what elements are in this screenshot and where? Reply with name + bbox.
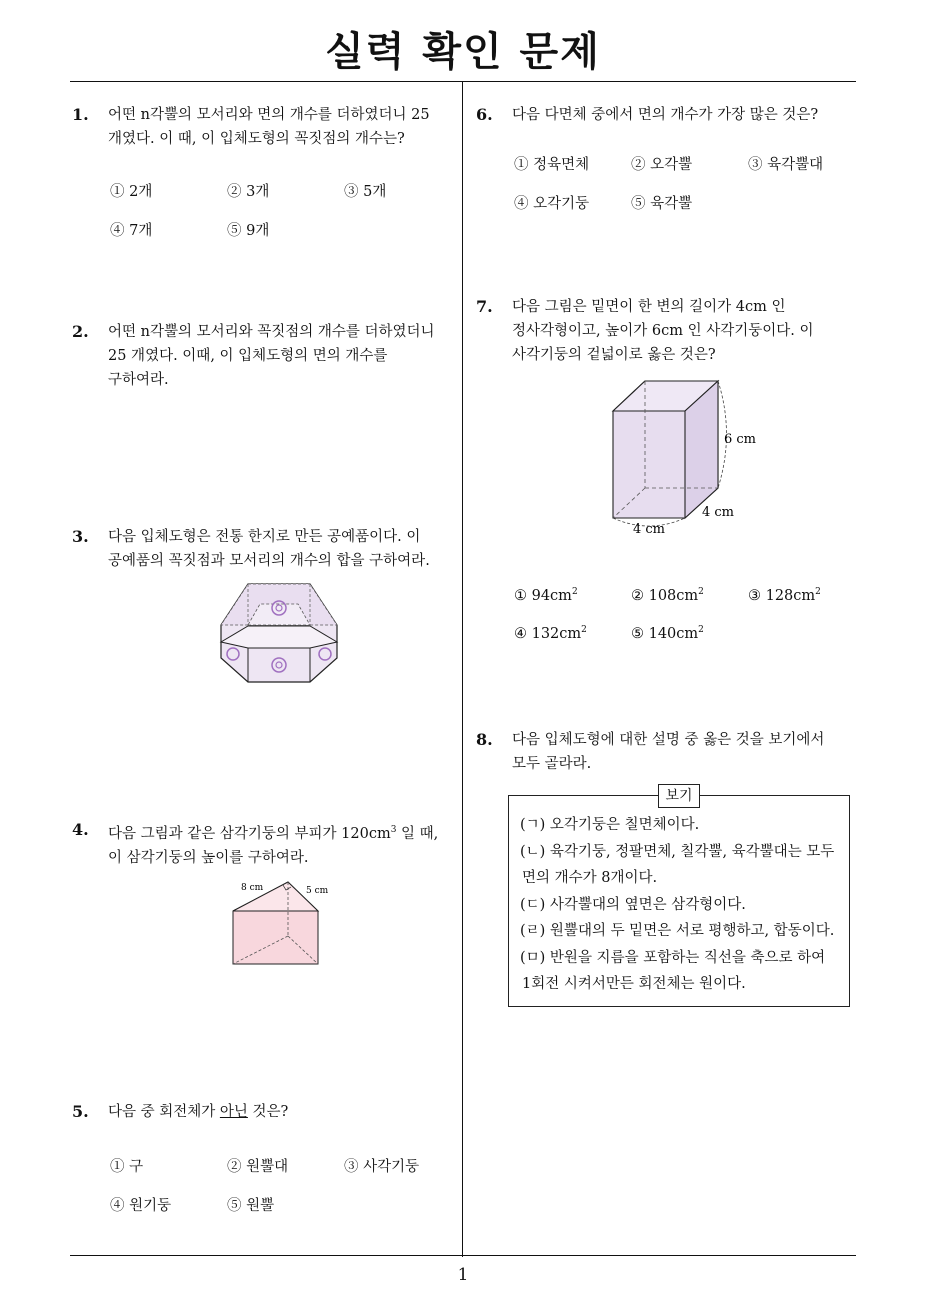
option-1[interactable]: ① 2개 (110, 184, 153, 200)
square-prism-figure (600, 378, 770, 538)
question-line: 이 삼각기둥의 높이를 구하여라. (108, 849, 309, 866)
question-line: 어떤 n각뿔의 모서리와 꼭짓점의 개수를 더하였더니 (108, 324, 435, 340)
depth-label: 4 cm (702, 505, 735, 520)
option-2[interactable]: ② 원뿔대 (227, 1159, 289, 1175)
question-text (512, 295, 857, 367)
bottom-rule (70, 1255, 856, 1256)
option-3[interactable]: ③ 육각뿔대 (748, 157, 824, 173)
bogi-line: (ㄹ) 원뿔대의 두 밑면은 서로 평행하고, 합동이다. (520, 923, 835, 939)
question-number: 8. (476, 730, 493, 749)
question-line: 사각기둥의 겉넓이로 옳은 것은? (512, 347, 716, 363)
option-5[interactable]: ⑤ 9개 (227, 223, 270, 239)
question-number: 4. (72, 820, 89, 839)
bogi-statements (520, 812, 845, 998)
question-text (512, 728, 857, 776)
bogi-line: (ㄷ) 사각뿔대의 옆면은 삼각형이다. (520, 896, 746, 913)
page-title: 실력 확인 문제 (325, 29, 601, 75)
question-line: 공예품의 꼭짓점과 모서리의 개수의 합을 구하여라. (108, 553, 430, 569)
triangular-prism-figure (228, 876, 338, 970)
question-number: 2. (72, 322, 89, 341)
bogi-line: 면의 개수가 8개이다. (522, 870, 658, 886)
height-label: 6 cm (724, 432, 757, 447)
option-3[interactable]: ③ $128cm^2$ (748, 587, 821, 604)
question-number: 1. (72, 105, 89, 124)
option-4[interactable]: ④ 원기둥 (110, 1198, 172, 1214)
option-2[interactable]: ② $108cm^2$ (631, 587, 704, 604)
question-line: 다음 입체도형에 대한 설명 중 옳은 것을 보기에서 (512, 732, 825, 748)
option-2[interactable]: ② 3개 (227, 184, 270, 200)
question-line: 정사각형이고, 높이가 6cm 인 사각기둥이다. 이 (512, 323, 814, 339)
question-text (108, 320, 468, 392)
option-3[interactable]: ③ 5개 (344, 184, 387, 200)
question-text (108, 103, 468, 151)
option-2[interactable]: ② 오각뿔 (631, 157, 693, 173)
bogi-line: (ㄴ) 육각기둥, 정팔면체, 칠각뿔, 육각뿔대는 모두 (520, 843, 835, 860)
question-line: 다음 그림은 밑면이 한 변의 길이가 4cm 인 (512, 299, 786, 315)
column-divider (462, 82, 463, 1257)
question-line: 다음 다면체 중에서 면의 개수가 가장 많은 것은? (512, 107, 819, 123)
option-1[interactable]: ① 정육면체 (514, 157, 590, 173)
bogi-line: (ㄱ) 오각기둥은 칠면체이다. (520, 817, 700, 833)
option-4[interactable]: ④ 오각기둥 (514, 196, 590, 212)
page-number: 1 (457, 1265, 469, 1285)
question-line: 다음 그림과 같은 삼각기둥의 부피가 $120cm^3$ 일 때, (108, 825, 439, 842)
question-text: 다음 중 회전체가 아닌 것은? (108, 1104, 289, 1120)
bogi-line: 1회전 시켜서만든 회전체는 원이다. (522, 976, 746, 992)
option-5[interactable]: ⑤ $140cm^2$ (631, 625, 704, 642)
question-number: 7. (476, 297, 493, 316)
width-label: 4 cm (633, 522, 666, 537)
option-3[interactable]: ③ 사각기둥 (344, 1159, 420, 1175)
bogi-line: (ㅁ) 반원을 지름을 포함하는 직선을 축으로 하여 (520, 949, 826, 966)
question-number: 5. (72, 1102, 89, 1121)
question-line: 개였다. 이 때, 이 입체도형의 꼭짓점의 개수는? (108, 131, 405, 147)
prism-label-5cm: 5 cm (306, 886, 329, 896)
top-rule (70, 81, 856, 82)
option-1[interactable]: ① $94cm^2$ (514, 587, 578, 604)
question-line: 구하여라. (108, 372, 169, 388)
option-4[interactable]: ④ $132cm^2$ (514, 625, 587, 642)
question-line: 다음 입체도형은 전통 한지로 만든 공예품이다. 이 (108, 529, 421, 545)
question-line: 어떤 n각뿔의 모서리와 면의 개수를 더하였더니 25 (108, 107, 430, 123)
question-number: 3. (72, 527, 89, 546)
question-line: 모두 골라라. (512, 756, 592, 772)
question-text (108, 525, 468, 573)
option-4[interactable]: ④ 7개 (110, 223, 153, 239)
question-line: 25 개였다. 이때, 이 입체도형의 면의 개수를 (108, 348, 388, 364)
option-5[interactable]: ⑤ 육각뿔 (631, 196, 693, 212)
hanji-craft-figure (218, 580, 340, 686)
question-text (108, 818, 478, 870)
bogi-label: 보기 (658, 784, 700, 808)
question-text (512, 103, 852, 127)
option-5[interactable]: ⑤ 원뿔 (227, 1198, 275, 1214)
option-1[interactable]: ① 구 (110, 1159, 144, 1175)
prism-label-8cm: 8 cm (241, 883, 264, 893)
question-number: 6. (476, 105, 493, 124)
